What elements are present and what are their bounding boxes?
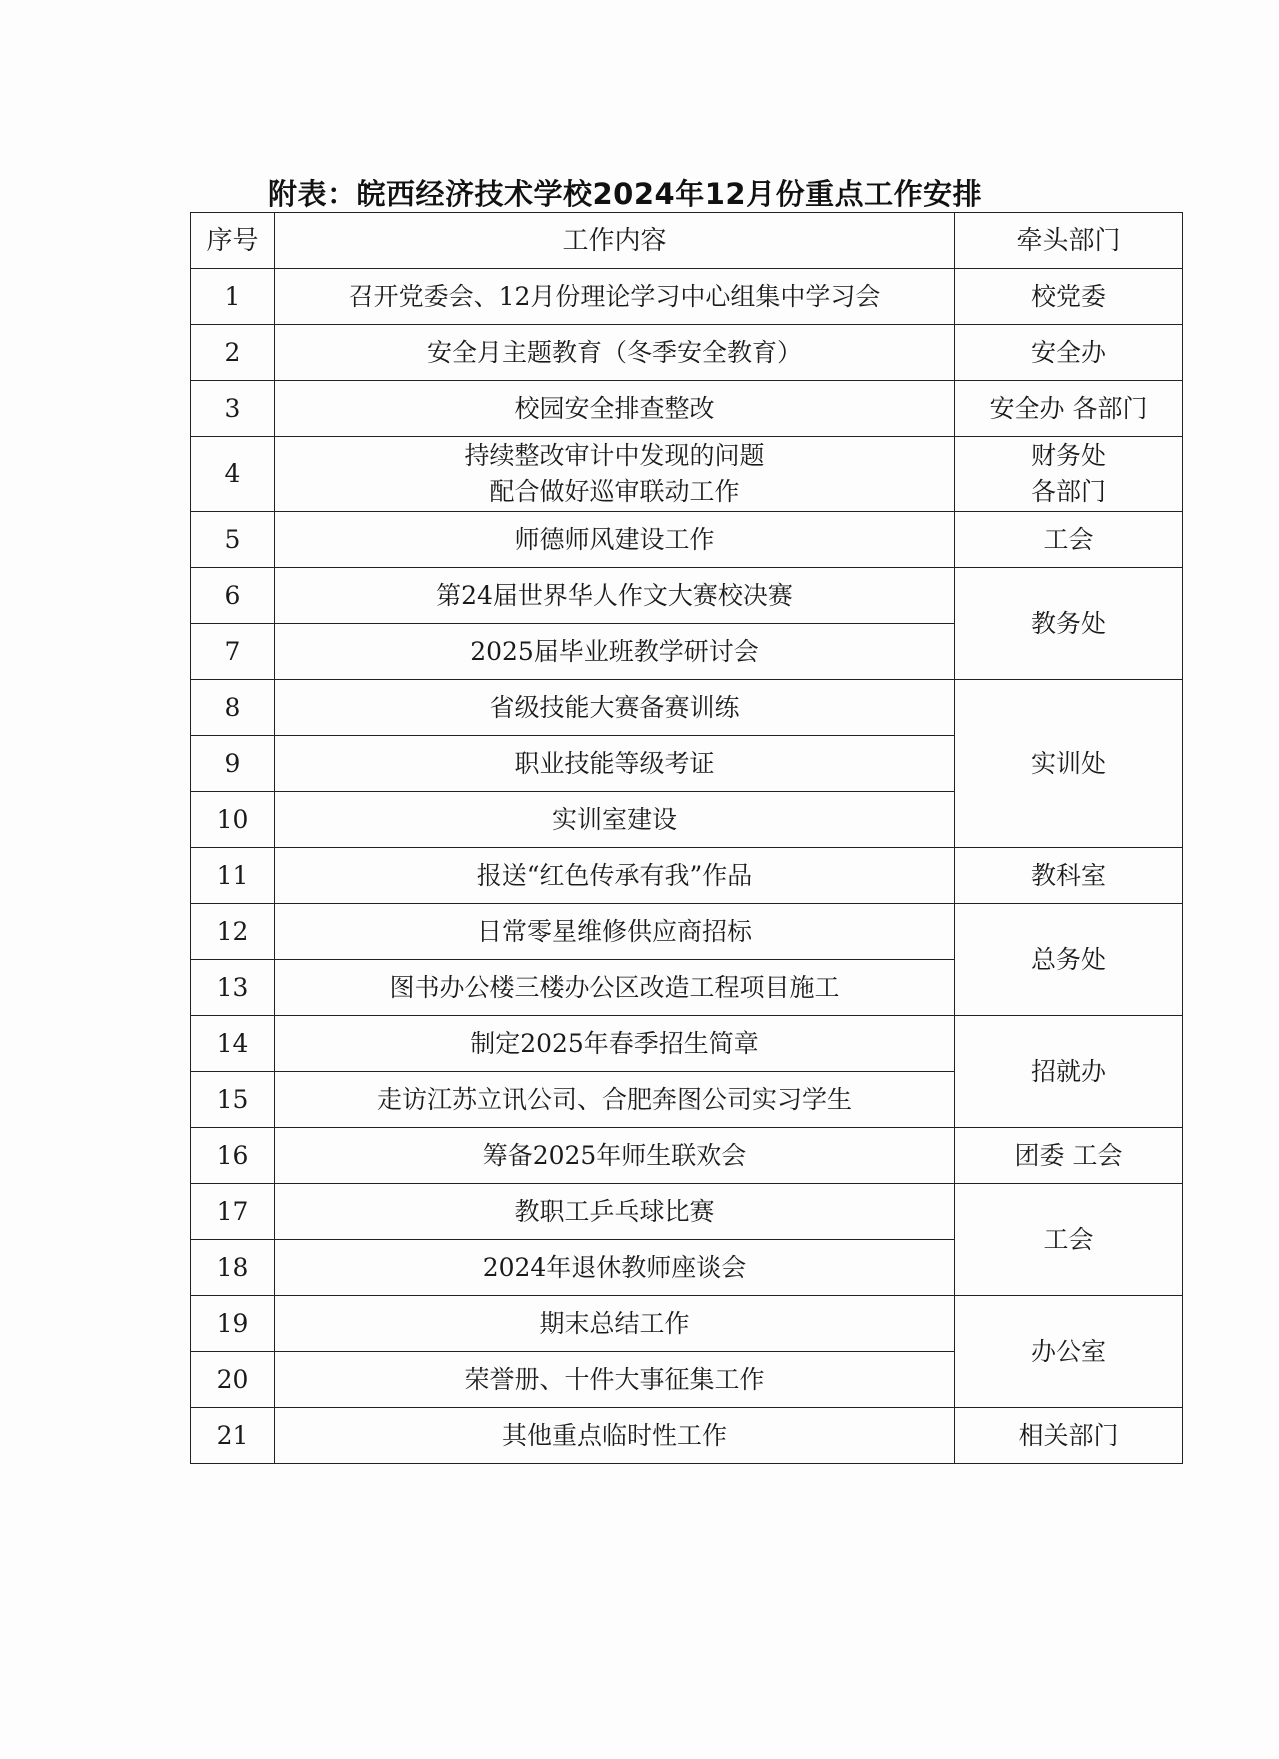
work-content-text: 第24届世界华人作文大赛校决赛 xyxy=(436,580,793,610)
row-number: 3 xyxy=(191,381,275,437)
lead-department-cell xyxy=(955,1016,1183,1128)
work-content-cell xyxy=(275,736,955,792)
row-number: 15 xyxy=(191,1072,275,1128)
lead-department-cell xyxy=(955,568,1183,680)
work-content-cell xyxy=(275,1072,955,1128)
work-content-text: 召开党委会、12月份理论学习中心组集中学习会 xyxy=(348,281,881,311)
work-content-cell xyxy=(275,1296,955,1352)
lead-department-text: 团委 工会 xyxy=(1014,1140,1123,1170)
lead-department-cell xyxy=(955,325,1183,381)
lead-department-cell xyxy=(955,1184,1183,1296)
lead-department-cell xyxy=(955,1128,1183,1184)
table-row xyxy=(191,1408,1183,1464)
work-content-text: 安全月主题教育（冬季安全教育） xyxy=(426,337,802,367)
lead-department-text: 办公室 xyxy=(1030,1336,1106,1366)
work-content-cell xyxy=(275,1128,955,1184)
table-row xyxy=(191,1184,1183,1240)
work-content-text: 省级技能大赛备赛训练 xyxy=(489,692,740,722)
table-row xyxy=(191,325,1183,381)
lead-department-cell xyxy=(955,269,1183,325)
row-number: 6 xyxy=(191,568,275,624)
row-number: 12 xyxy=(191,904,275,960)
work-content-cell xyxy=(275,568,955,624)
work-content-text: 筹备2025年师生联欢会 xyxy=(482,1140,747,1170)
lead-department-text: 安全办 xyxy=(1030,337,1106,367)
table-header-row xyxy=(191,213,1183,269)
work-content-text: 师德师风建设工作 xyxy=(514,524,715,554)
row-number: 8 xyxy=(191,680,275,736)
work-content-cell xyxy=(275,325,955,381)
table-row xyxy=(191,848,1183,904)
lead-department-cell xyxy=(955,1408,1183,1464)
lead-department-text: 工会 xyxy=(1043,1224,1094,1254)
lead-department-cell xyxy=(955,680,1183,848)
row-number: 2 xyxy=(191,325,275,381)
lead-department-text: 校党委 xyxy=(1030,281,1106,311)
row-number: 19 xyxy=(191,1296,275,1352)
work-content-text: 走访江苏立讯公司、合肥奔图公司实习学生 xyxy=(376,1084,852,1114)
row-number: 13 xyxy=(191,960,275,1016)
header-no: 序号 xyxy=(191,213,275,269)
work-content-cell xyxy=(275,1016,955,1072)
work-content-cell xyxy=(275,1408,955,1464)
lead-department-text: 教务处 xyxy=(1030,608,1106,638)
work-content-cell xyxy=(275,1240,955,1296)
table-row xyxy=(191,437,1183,512)
table-row xyxy=(191,1128,1183,1184)
work-content-cell xyxy=(275,269,955,325)
table-row xyxy=(191,269,1183,325)
work-content-text: 期末总结工作 xyxy=(539,1308,690,1338)
work-plan-table xyxy=(190,212,1183,1464)
work-content-text: 职业技能等级考证 xyxy=(514,748,715,778)
work-content-cell xyxy=(275,848,955,904)
work-content-cell xyxy=(275,1184,955,1240)
lead-department-cell xyxy=(955,381,1183,437)
table-body xyxy=(191,269,1183,1464)
work-content-cell xyxy=(275,680,955,736)
table-row xyxy=(191,1016,1183,1072)
lead-department-cell xyxy=(955,437,1183,512)
row-number: 14 xyxy=(191,1016,275,1072)
work-content-cell xyxy=(275,960,955,1016)
work-content-text: 报送“红色传承有我”作品 xyxy=(476,860,753,890)
work-content-text: 2024年退休教师座谈会 xyxy=(482,1252,747,1282)
table-row xyxy=(191,512,1183,568)
work-content-text: 持续整改审计中发现的问题 xyxy=(464,441,765,470)
work-content-text: 教职工乒乓球比赛 xyxy=(514,1196,715,1226)
work-content-cell xyxy=(275,792,955,848)
work-content-text: 其他重点临时性工作 xyxy=(501,1420,727,1450)
work-content-cell xyxy=(275,624,955,680)
row-number: 4 xyxy=(191,437,275,512)
row-number: 16 xyxy=(191,1128,275,1184)
lead-department-text: 总务处 xyxy=(1030,944,1106,974)
lead-department-cell xyxy=(955,848,1183,904)
row-number: 20 xyxy=(191,1352,275,1408)
work-content-text: 图书办公楼三楼办公区改造工程项目施工 xyxy=(389,972,840,1002)
work-content-text: 日常零星维修供应商招标 xyxy=(476,916,752,946)
row-number: 11 xyxy=(191,848,275,904)
row-number: 5 xyxy=(191,512,275,568)
table-row xyxy=(191,1296,1183,1352)
work-content-cell xyxy=(275,904,955,960)
work-content-cell xyxy=(275,437,955,512)
work-content-text: 配合做好巡审联动工作 xyxy=(489,477,740,506)
work-content-text: 荣誉册、十件大事征集工作 xyxy=(464,1364,765,1394)
row-number: 21 xyxy=(191,1408,275,1464)
lead-department-text: 财务处 xyxy=(1030,441,1106,470)
lead-department-cell xyxy=(955,512,1183,568)
row-number: 9 xyxy=(191,736,275,792)
lead-department-text: 实训处 xyxy=(1030,748,1106,778)
work-content-cell xyxy=(275,1352,955,1408)
lead-department-cell xyxy=(955,1296,1183,1408)
lead-department-text: 工会 xyxy=(1043,524,1094,554)
lead-department-text: 相关部门 xyxy=(1018,1420,1119,1450)
table-row xyxy=(191,381,1183,437)
lead-department-text: 各部门 xyxy=(1030,477,1106,506)
work-content-cell xyxy=(275,512,955,568)
table-row xyxy=(191,680,1183,736)
document-title: 附表：皖西经济技术学校2024年12月份重点工作安排 xyxy=(268,177,983,211)
header-content: 工作内容 xyxy=(275,213,955,269)
work-content-text: 校园安全排查整改 xyxy=(514,393,715,423)
row-number: 17 xyxy=(191,1184,275,1240)
work-content-text: 制定2025年春季招生简章 xyxy=(470,1028,759,1058)
work-content-text: 实训室建设 xyxy=(551,804,677,834)
row-number: 18 xyxy=(191,1240,275,1296)
lead-department-text: 安全办 各部门 xyxy=(989,393,1148,423)
row-number: 10 xyxy=(191,792,275,848)
row-number: 1 xyxy=(191,269,275,325)
lead-department-text: 教科室 xyxy=(1030,860,1106,890)
table-row xyxy=(191,568,1183,624)
header-dept: 牵头部门 xyxy=(955,213,1183,269)
work-content-cell xyxy=(275,381,955,437)
lead-department-cell xyxy=(955,904,1183,1016)
work-content-text: 2025届毕业班教学研讨会 xyxy=(470,636,759,666)
lead-department-text: 招就办 xyxy=(1030,1056,1106,1086)
table-row xyxy=(191,904,1183,960)
row-number: 7 xyxy=(191,624,275,680)
